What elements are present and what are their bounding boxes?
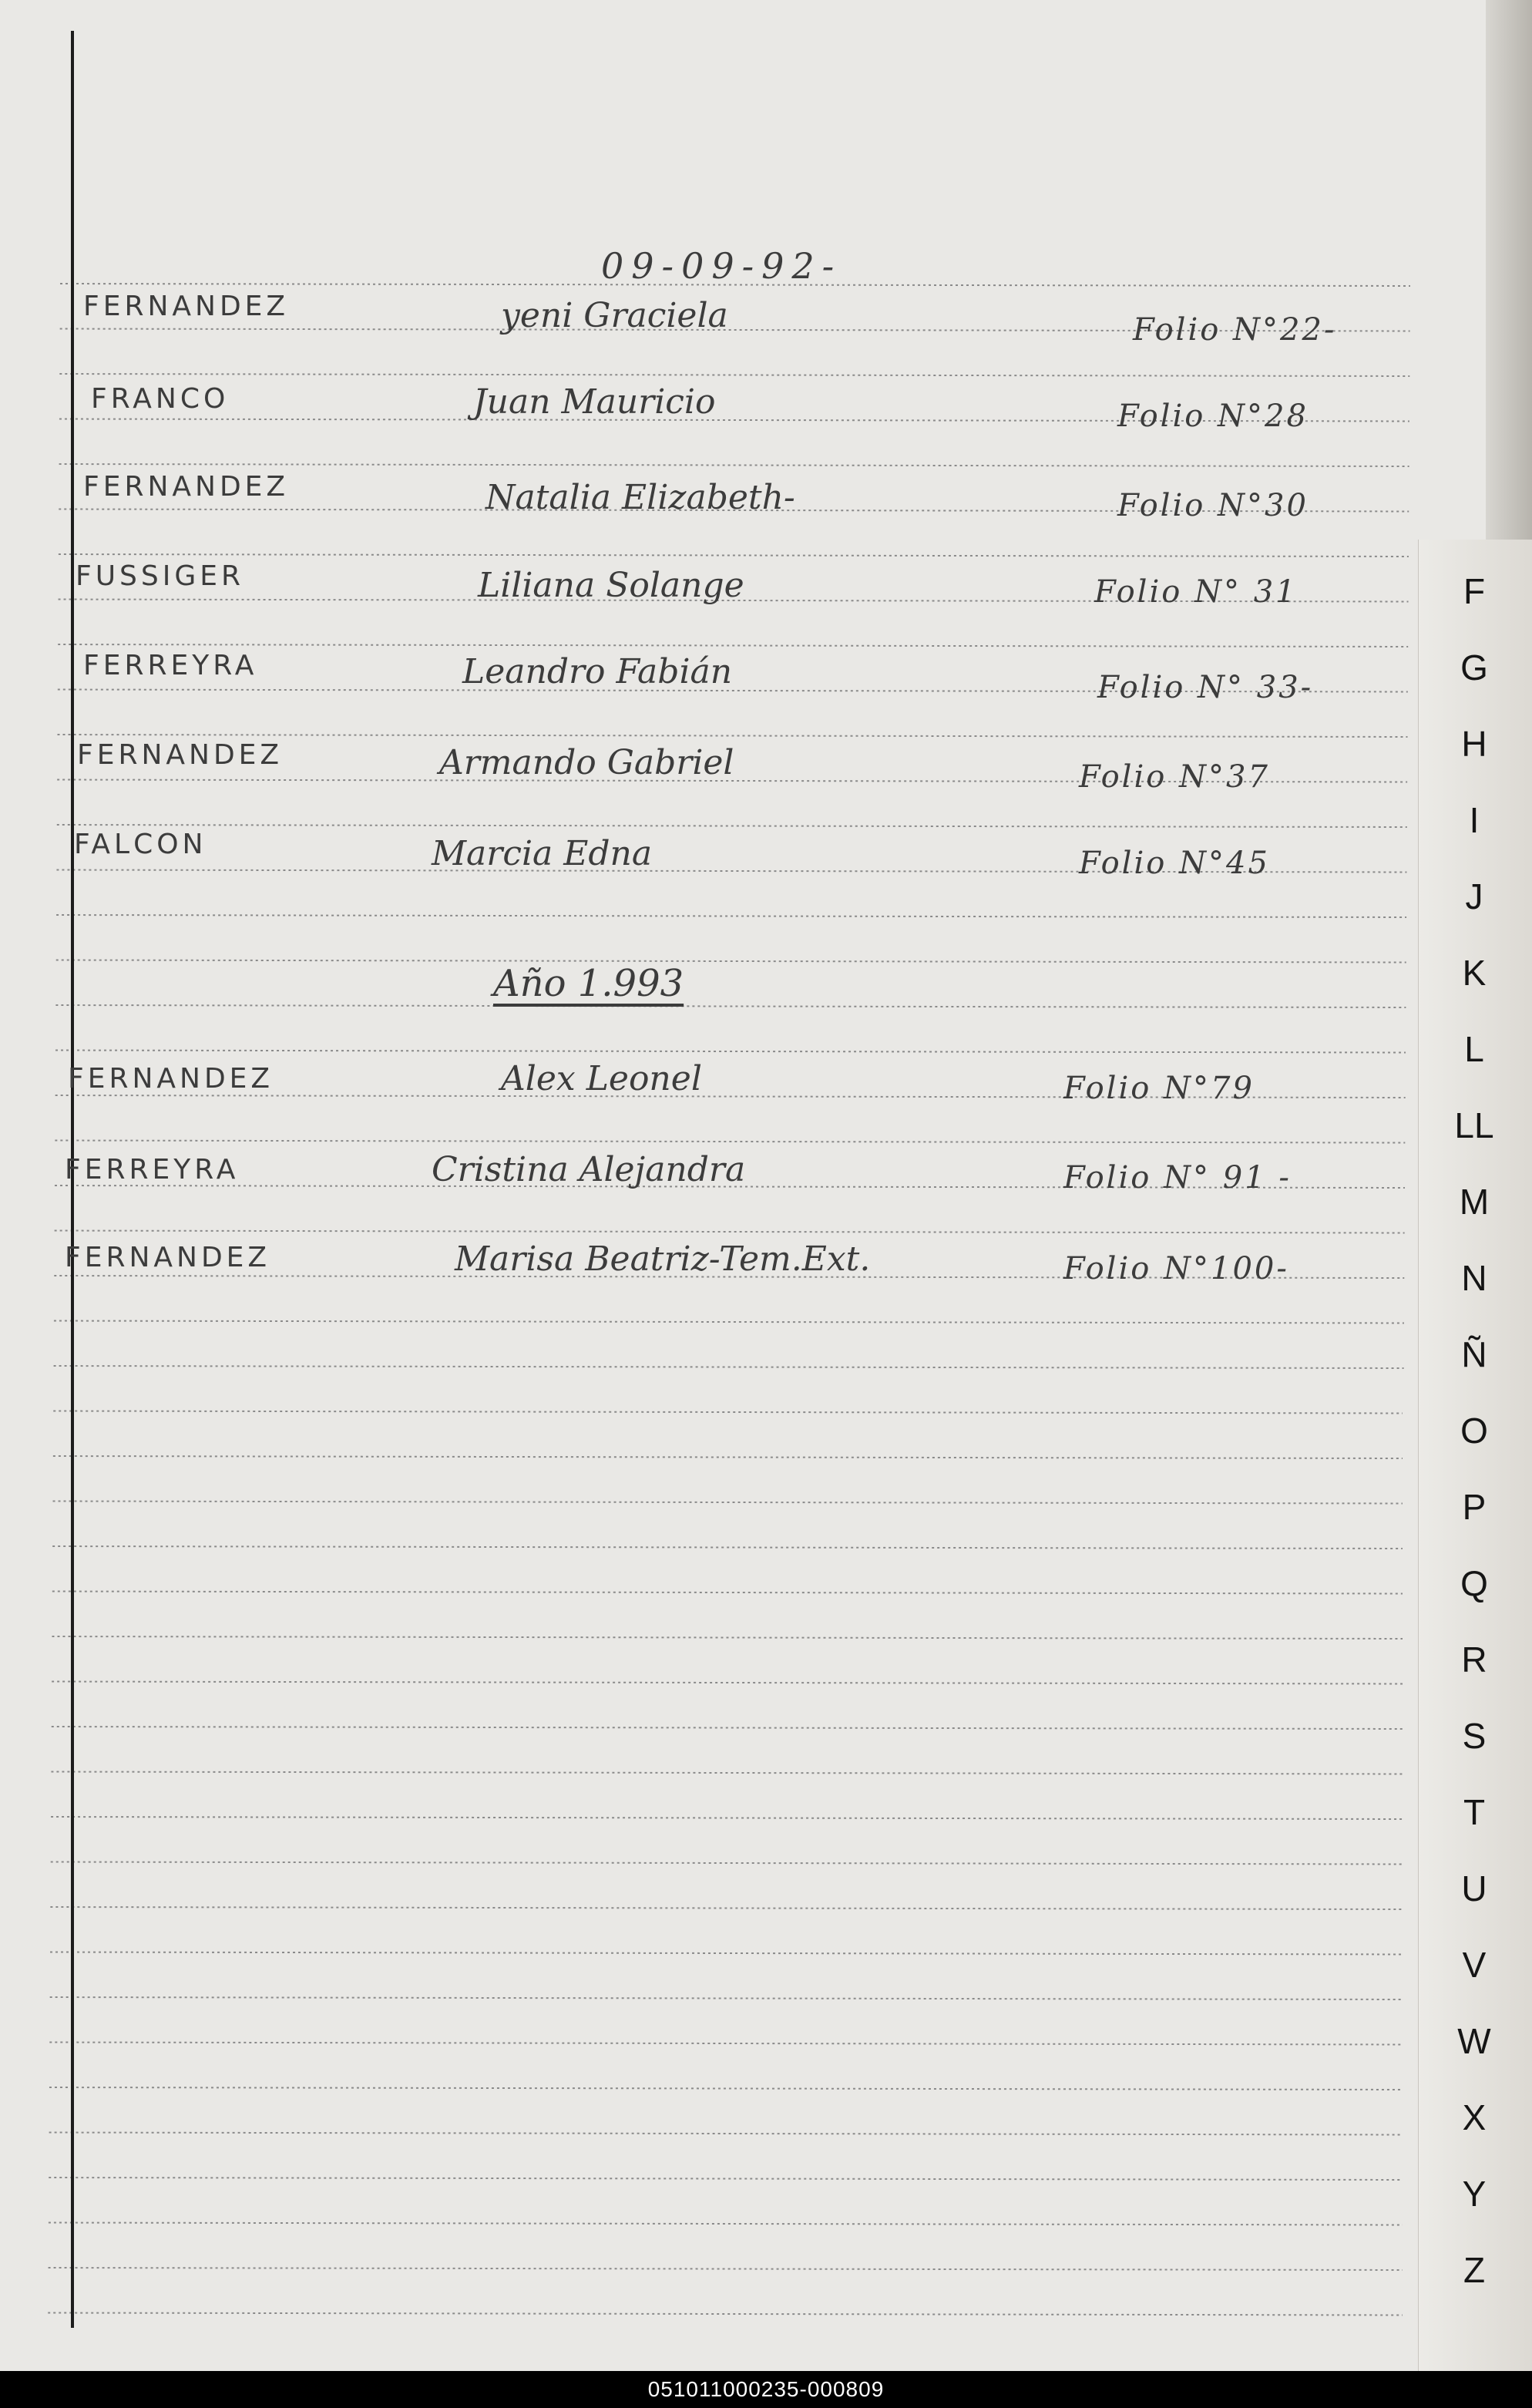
entry-given-names: Natalia Elizabeth- bbox=[485, 478, 795, 517]
index-tab-letter: F bbox=[1463, 571, 1486, 611]
index-tab-letter: Q bbox=[1460, 1563, 1488, 1603]
index-tab-letter: Z bbox=[1463, 2250, 1486, 2290]
index-tab-letter: N bbox=[1461, 1258, 1487, 1298]
entry-given-names: Juan Mauricio bbox=[473, 382, 716, 422]
index-tab-letter: I bbox=[1469, 800, 1480, 840]
entry-surname: FRANCO bbox=[91, 383, 230, 415]
index-tab-letter: LL bbox=[1454, 1105, 1494, 1145]
entry-folio: Folio N° 31 bbox=[1094, 574, 1298, 610]
entry-folio: Folio N°79 bbox=[1063, 1071, 1255, 1106]
entry-folio: Folio N°45 bbox=[1079, 846, 1270, 881]
entry-surname: FERREYRA bbox=[65, 1154, 240, 1186]
index-tab-letter: U bbox=[1461, 1868, 1487, 1909]
entry-folio: Folio N°100- bbox=[1063, 1251, 1289, 1286]
entry-given-names: Alex Leonel bbox=[501, 1059, 702, 1098]
index-tab-letter: J bbox=[1465, 876, 1483, 916]
entry-given-names: Marisa Beatriz-Tem.Ext. bbox=[455, 1239, 871, 1279]
entry-given-names: yeni Graciela bbox=[501, 296, 728, 335]
entry-surname: FERNANDEZ bbox=[77, 739, 284, 771]
index-tab-letter: K bbox=[1462, 953, 1487, 993]
entry-surname: FUSSIGER bbox=[76, 560, 245, 592]
date-heading: 09-09-92- bbox=[601, 245, 842, 287]
index-tab-letter: S bbox=[1462, 1716, 1487, 1756]
index-tab-letter: T bbox=[1463, 1792, 1486, 1832]
entry-folio: Folio N°28 bbox=[1117, 399, 1309, 434]
entry-surname: FERNANDEZ bbox=[83, 291, 290, 322]
index-tab-letter: G bbox=[1460, 647, 1488, 688]
index-tab-letter: V bbox=[1462, 1945, 1487, 1985]
document-id: 051011000235-000809 bbox=[647, 2377, 885, 2401]
index-tab-letter: H bbox=[1461, 724, 1487, 764]
entry-given-names: Leandro Fabián bbox=[462, 652, 733, 691]
document-id-strip bbox=[0, 2371, 1532, 2408]
entry-folio: Folio N° 33- bbox=[1097, 670, 1314, 705]
entry-given-names: Cristina Alejandra bbox=[432, 1150, 746, 1189]
entry-surname: FERNANDEZ bbox=[68, 1063, 274, 1095]
entry-given-names: Liliana Solange bbox=[478, 566, 744, 605]
entry-folio: Folio N°22- bbox=[1133, 312, 1337, 348]
entry-folio: Folio N° 91 - bbox=[1063, 1160, 1292, 1196]
entry-surname: FERNANDEZ bbox=[83, 471, 290, 503]
index-tab-letter: Y bbox=[1462, 2174, 1487, 2214]
entry-given-names: Marcia Edna bbox=[432, 834, 653, 873]
entry-surname: FALCON bbox=[74, 829, 207, 860]
index-tab-letter: P bbox=[1462, 1487, 1487, 1527]
entry-surname: FERNANDEZ bbox=[65, 1242, 271, 1273]
index-tab-letter: O bbox=[1460, 1411, 1488, 1451]
entry-given-names: Armando Gabriel bbox=[439, 743, 734, 782]
entry-surname: FERREYRA bbox=[83, 650, 258, 681]
entry-folio: Folio N°37 bbox=[1079, 759, 1270, 795]
index-tab-letter: Ñ bbox=[1461, 1334, 1487, 1374]
index-tab-letter: X bbox=[1462, 2097, 1487, 2137]
index-tab-letter: M bbox=[1459, 1182, 1490, 1222]
entry-folio: Folio N°30 bbox=[1117, 488, 1309, 523]
index-tab-letter: R bbox=[1461, 1640, 1487, 1680]
index-tab-letter: L bbox=[1464, 1029, 1484, 1069]
year-heading: Año 1.993 bbox=[493, 962, 684, 1005]
index-tab-letter: W bbox=[1457, 2021, 1491, 2061]
